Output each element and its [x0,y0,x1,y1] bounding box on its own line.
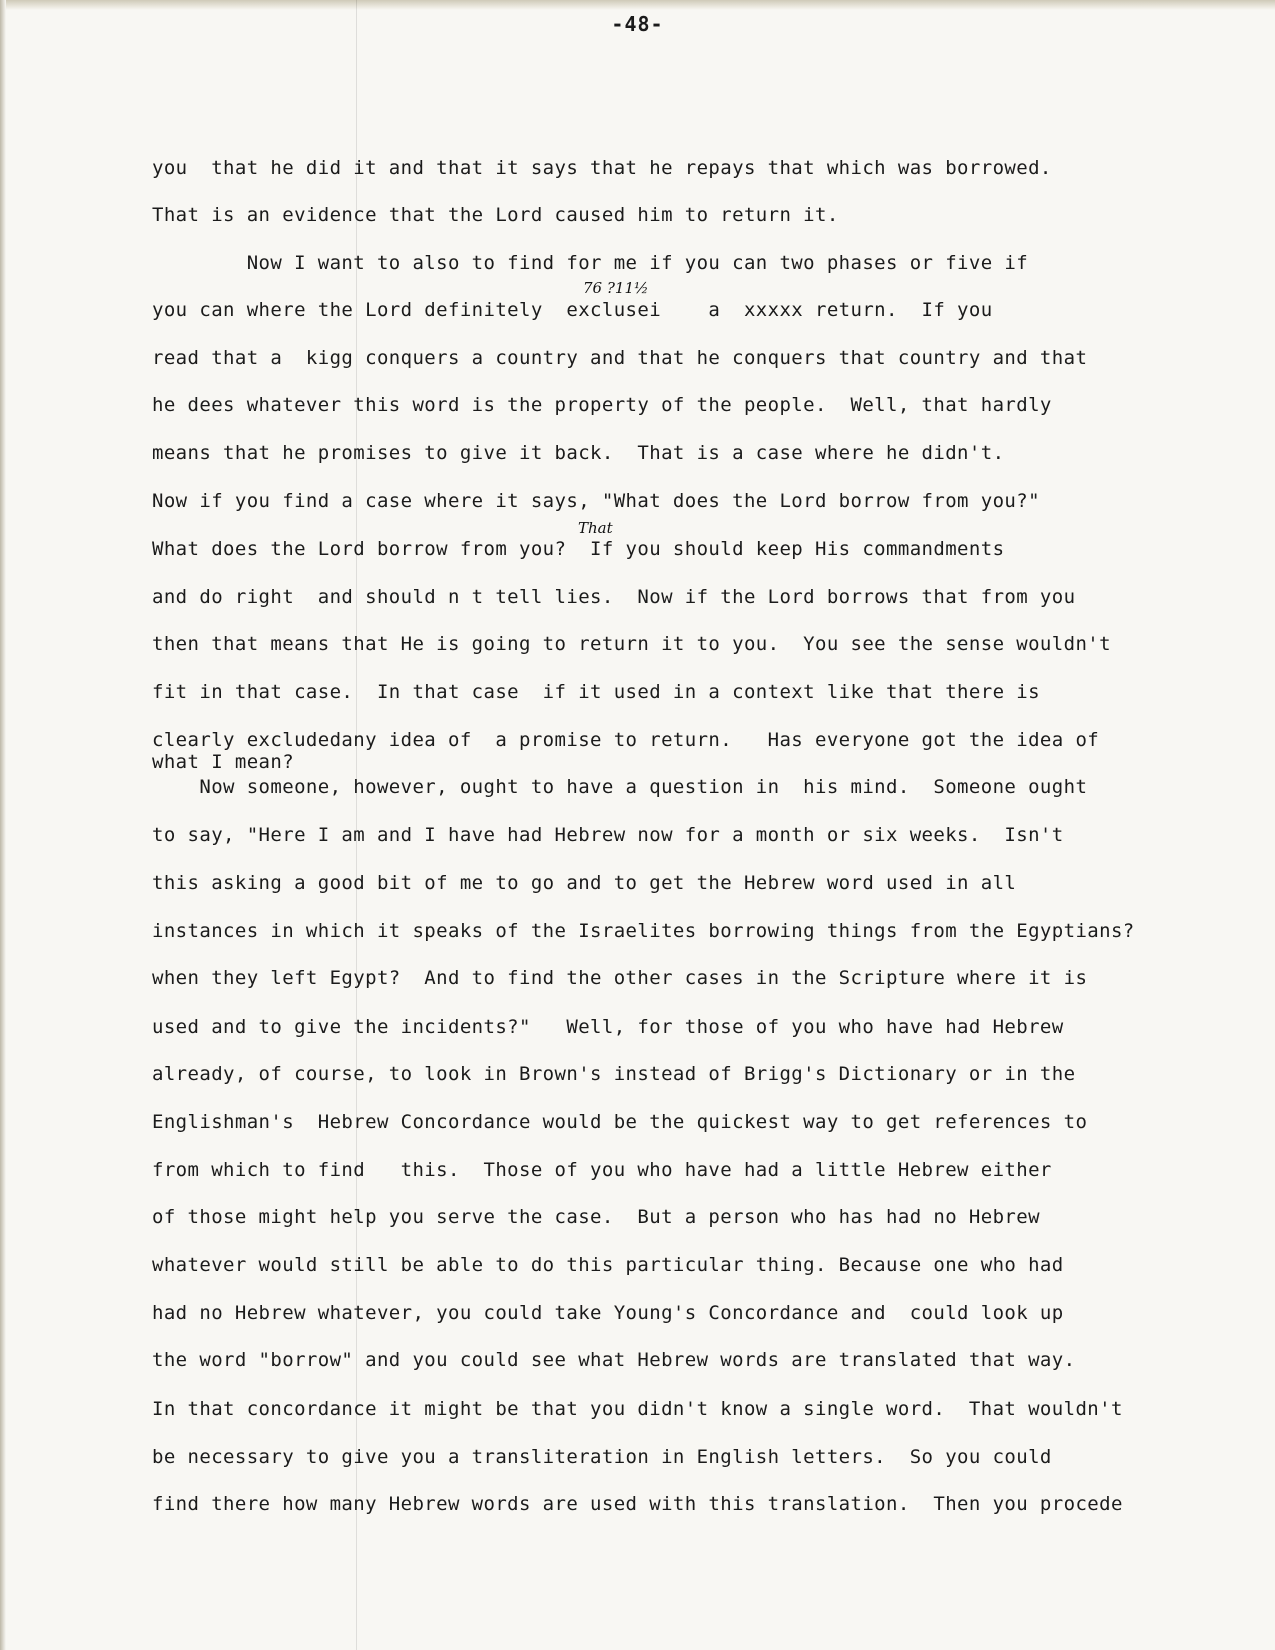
text-line: and do right and should n t tell lies. Now if the Lord borrows that from you [152,586,1076,608]
text-line: to say, "Here I am and I have had Hebrew now for a month or six weeks. Isn't [152,824,1064,846]
paper-left-edge [0,0,6,1650]
text-line: In that concordance it might be that you didn't know a single word. That wouldn't [152,1398,1123,1420]
text-line: clearly excludedany idea of a promise to return. Has everyone got the idea of [152,729,1100,751]
text-line: used and to give the incidents?" Well, for those of you who have had Hebrew [152,1016,1064,1038]
text-line: Englishman's Hebrew Concordance would be the quickest way to get references to [152,1111,1088,1133]
handwritten-interlinear-note: That [578,519,613,537]
text-line: had no Hebrew whatever, you could take Young's Concordance and could look up [152,1302,1064,1324]
text-line: what I mean? [152,751,295,773]
text-line: instances in which it speaks of the Israelites borrowing things from the Egyptians? [152,920,1135,942]
text-line: you can where the Lord definitely exclusei a xxxxx return. If you [152,299,993,321]
text-line: you that he did it and that it says that he repays that which was borrowed. [152,157,1052,179]
page-number: -48- [611,12,664,36]
text-line: be necessary to give you a transliteration in English letters. So you could [152,1446,1052,1468]
text-line: when they left Egypt? And to find the other cases in the Scripture where it is [152,967,1088,989]
text-line: the word "borrow" and you could see what Hebrew words are translated that way. [152,1349,1076,1371]
text-line: from which to find this. Those of you who have had a little Hebrew either [152,1159,1052,1181]
paper-top-edge [0,0,1275,10]
text-line: What does the Lord borrow from you? If you should keep His commandments [152,538,1005,560]
text-line: this asking a good bit of me to go and to get the Hebrew word used in all [152,872,1017,894]
text-line: That is an evidence that the Lord caused him to return it. [152,204,839,226]
text-line: whatever would still be able to do this particular thing. Because one who had [152,1254,1064,1276]
text-line: Now someone, however, ought to have a question in his mind. Someone ought [152,776,1088,798]
text-line: already, of course, to look in Brown's instead of Brigg's Dictionary or in the [152,1063,1076,1085]
text-line: he dees whatever this word is the property of the people. Well, that hardly [152,394,1052,416]
text-line: fit in that case. In that case if it used in a context like that there is [152,681,1040,703]
text-line: of those might help you serve the case. But a person who has had no Hebrew [152,1206,1040,1228]
handwritten-margin-note: 76 ?11½ [583,279,649,297]
text-line: means that he promises to give it back. That is a case where he didn't. [152,442,1005,464]
text-line: find there how many Hebrew words are used with this translation. Then you procede [152,1493,1123,1515]
text-line: Now I want to also to find for me if you can two phases or five if [152,252,1029,274]
text-line: then that means that He is going to return it to you. You see the sense wouldn't [152,633,1111,655]
text-line: read that a kigg conquers a country and that he conquers that country and that [152,347,1088,369]
text-line: Now if you find a case where it says, "What does the Lord borrow from you?" [152,490,1040,512]
